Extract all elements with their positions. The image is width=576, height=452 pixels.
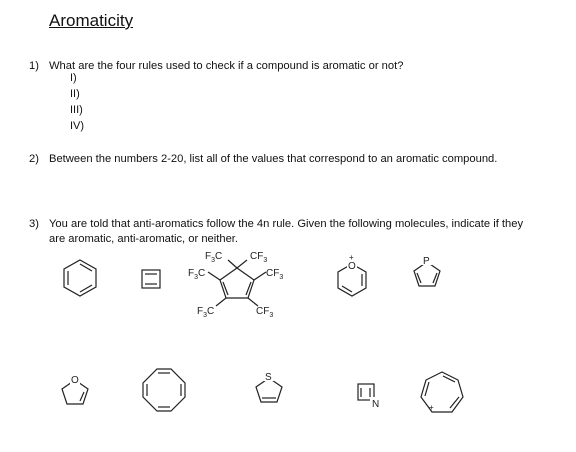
svg-text:F3C: $F_3C$ [188,268,206,281]
rule-item: IV) [70,120,85,132]
question-3 [29,217,569,249]
question-text-line-1: You are told that anti-aromatics follow the 4n rule. Given the following molecules, indicate if they [49,218,524,230]
phosphole-molecule [410,252,444,290]
question-text: Between the numbers 2-20, list all of the values that correspond to an aromatic compound. [49,153,498,165]
pyrylium-molecule [332,254,372,300]
svg-text:O: O [71,375,79,386]
svg-text:N: N [372,399,380,410]
azete-molecule [355,380,385,410]
rule-item: I) [70,72,77,84]
svg-text:P: P [423,256,430,267]
question-number: 2) [29,153,39,165]
rule-item: II) [70,88,80,100]
svg-text:F3C: $F_3C$ [197,306,215,319]
question-text: What are the four rules used to check if a compound is aromatic or not? [49,60,404,72]
rule-item: III) [70,104,83,116]
question-1 [29,59,549,139]
question-2 [29,152,559,172]
svg-text:S: S [265,372,272,383]
cyclooctatetraene-molecule [140,366,188,414]
svg-text:+: + [429,403,434,412]
benzene-molecule [60,258,100,298]
svg-text:CF3: $CF_3$ [256,306,274,319]
question-number: 3) [29,218,39,230]
question-text-line-2: are aromatic, anti-aromatic, or neither. [49,233,239,245]
svg-text:F3C: $F_3C$ [205,251,223,264]
svg-text:CF3: $CF_3$ [266,268,284,281]
svg-text:CF3: $CF_3$ [250,251,268,264]
tropylium-molecule [418,370,466,416]
cf3-cyclopentadiene-molecule [180,246,300,318]
svg-text:O: O [348,261,356,272]
cyclobutadiene-molecule [140,268,162,290]
dihydrothiophene-molecule [252,366,286,408]
question-number: 1) [29,60,39,72]
svg-text:+: + [349,253,354,262]
page-title: Aromaticity [49,11,134,30]
dihydrofuran-molecule [58,370,92,408]
